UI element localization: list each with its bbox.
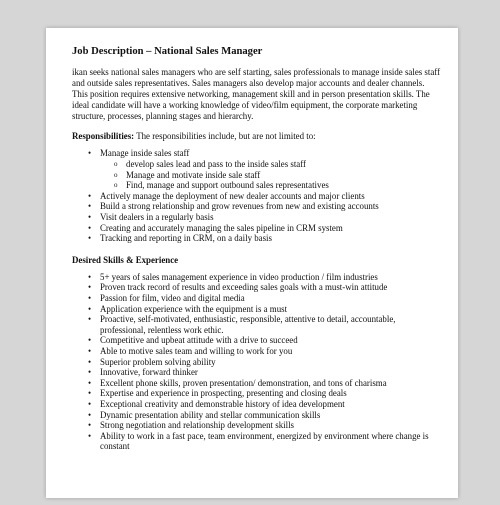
list-item-text: Build a strong relationship and grow revenues from new and existing accounts [100,201,379,212]
skills-heading-label: Desired Skills & Experience [72,254,179,265]
list-item [72,293,442,304]
list-item [72,191,442,202]
skills-heading [72,255,442,266]
list-item [72,410,442,421]
sub-list-item-text: develop sales lead and pass to the inside sales staff [126,159,307,170]
bullet-icon: • [88,148,92,159]
sub-bullet-icon: o [114,160,118,169]
skills-list [72,272,442,452]
bullet-icon: • [88,367,92,378]
sub-list-item-text: Manage and motivate inside sale staff [126,169,261,180]
bullet-icon: • [88,420,92,431]
list-item [72,399,442,410]
bullet-icon: • [88,233,92,244]
bullet-icon: • [88,271,92,282]
bullet-icon: • [88,409,92,420]
document-title: Job Description – National Sales Manager [72,46,263,57]
sub-list-item [100,159,442,170]
list-item [72,388,442,399]
list-item [72,431,442,452]
list-item-text: Able to motive sales team and willing to work for you [100,345,293,356]
list-item-text: Exceptional creativity and demonstrable history of idea development [100,398,345,409]
list-item-text: Tracking and reporting in CRM, on a daily basis [100,233,272,244]
list-item [72,420,442,431]
list-item-text: Competitive and upbeat attitude with a drive to succeed [100,335,298,346]
bullet-icon: • [88,314,92,325]
list-item [72,212,442,223]
list-item-text: Ability to work in a fast pace, team environment, energized by environment where change is constant [100,430,429,452]
list-item [72,346,442,357]
sub-list-item-text: Find, manage and support outbound sales representatives [126,180,329,191]
sub-list-item [100,180,442,191]
list-item-text: Innovative, forward thinker [100,367,198,378]
bullet-icon: • [88,345,92,356]
bullet-icon: • [88,398,92,409]
responsibilities-list [72,148,442,243]
responsibilities-lead: The responsibilities include, but are not limited to: [134,131,316,142]
list-item-text: Dynamic presentation ability and stellar communication skills [100,409,321,420]
bullet-icon: • [88,201,92,212]
bullet-icon: • [88,430,92,441]
list-item-text: Visit dealers in a regularly basis [100,212,214,223]
sub-bullet-icon: o [114,170,118,179]
bullet-icon: • [88,212,92,223]
list-item [72,201,442,212]
bullet-icon: • [88,293,92,303]
list-item-text: Strong negotiation and relationship development skills [100,420,294,431]
sub-bullet-icon: o [114,181,118,190]
responsibilities-label: Responsibilities: [72,131,135,142]
responsibilities-heading [72,131,442,142]
list-item-text: Application experience with the equipment is a must [100,303,288,314]
list-item [72,272,442,283]
list-item-text: Creating and accurately managing the sales pipeline in CRM system [100,222,343,233]
list-item-text: Superior problem solving ability [100,356,216,367]
list-item-text: Actively manage the deployment of new dealer accounts and major clients [100,190,365,201]
intro-paragraph: ikan seeks national sales managers who are self starting, sales professionals to manage inside sales staff and outside sales representatives. Sales managers also develop major accounts and dealer channels. This position requires extensive networking, management skill and in person presentation skills. The ideal candidate will have a working knowledge of video/film equipment, the corporate marketing structure, processes, planning stages and hierarchy. [72,67,441,122]
bullet-icon: • [88,388,92,399]
sub-list [100,159,442,191]
list-item-text: Proactive, self-motivated, enthusiastic, responsible, attentive to detail, accountable, professional, relentless work ethic. [100,314,396,335]
list-item [72,223,442,234]
bullet-icon: • [88,303,92,314]
list-item [72,314,442,335]
bullet-icon: • [88,222,92,233]
list-item [72,357,442,368]
bullet-icon: • [88,377,92,388]
document-content [72,46,442,463]
bullet-icon: • [88,356,92,367]
list-item [72,282,442,293]
list-item [72,148,442,190]
list-item-text: Excellent phone skills, proven presentation/ demonstration, and tons of charisma [100,377,387,388]
list-item-text: Passion for film, video and digital media [100,293,245,303]
list-item-text: 5+ years of sales management experience in video production / film industries [100,271,378,282]
list-item [72,378,442,389]
list-item-text: Manage inside sales staff [100,148,190,159]
sub-list-item [100,170,442,181]
bullet-icon: • [88,190,92,201]
list-item [72,335,442,346]
bullet-icon: • [88,282,92,293]
list-item-text: Expertise and experience in prospecting, presenting and closing deals [100,388,347,399]
list-item [72,367,442,378]
list-item [72,233,442,244]
list-item-text: Proven track record of results and exceeding sales goals with a must-win attitude [100,282,388,293]
list-item [72,304,442,315]
bullet-icon: • [88,335,92,346]
document-page [46,28,458,498]
